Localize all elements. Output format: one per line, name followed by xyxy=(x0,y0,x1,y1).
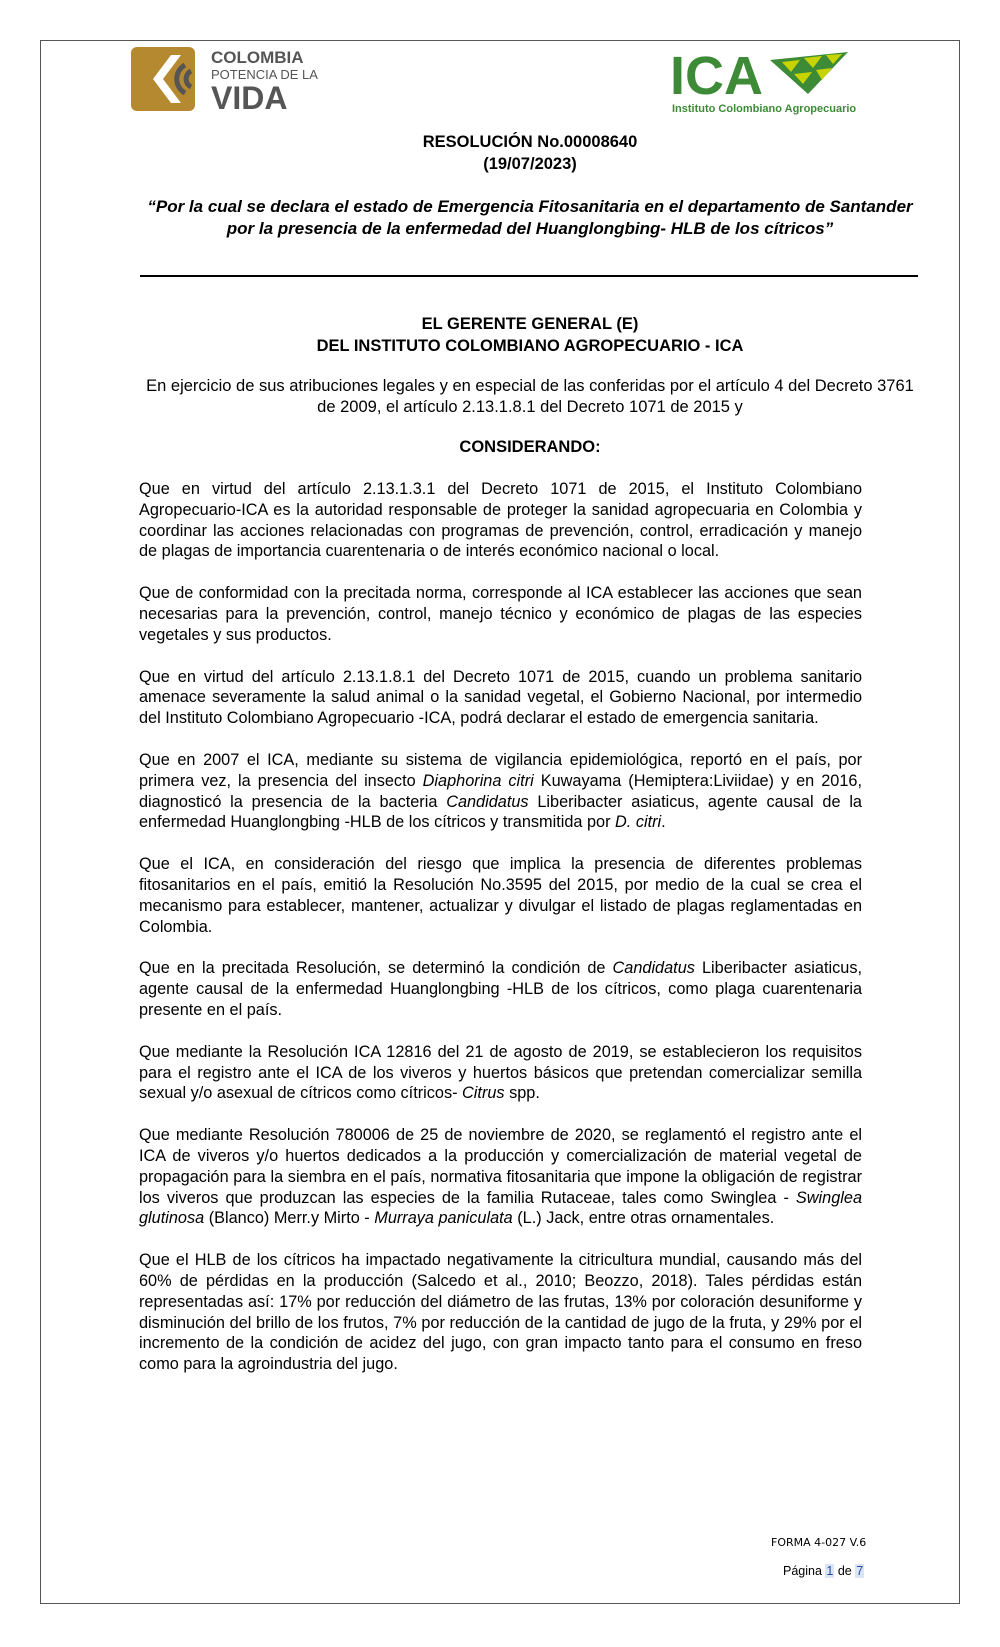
p4-species-candidatus: Candidatus xyxy=(446,792,529,811)
logo-colombia-line3: VIDA xyxy=(211,80,288,113)
logo-colombia-line1: COLOMBIA xyxy=(211,48,304,67)
p8-species-murraya: Murraya paniculata xyxy=(374,1209,513,1228)
p6-text-c: Liberibacter asiaticus, agente causal de la enfermedad Huanglongbing -HLB de los cítricos, como plaga cuarentenaria presente en el país. xyxy=(139,959,862,1019)
page-of: de xyxy=(837,1564,852,1578)
considerando-heading: CONSIDERANDO: xyxy=(459,438,601,456)
page-total: 7 xyxy=(856,1564,864,1578)
colombia-potencia-de-la-vida-logo xyxy=(131,45,321,113)
ica-logo-leaf-pattern xyxy=(770,52,848,94)
p7-genus-citrus: Citrus xyxy=(462,1084,505,1103)
p4-text-c: Kuwayama (Hemiptera:Liviidae) y en 2016, diagnosticó la presencia de la bacteria xyxy=(139,771,862,811)
legal-powers: En ejercicio de sus atribuciones legales y en especial de las conferidas por el artículo 4 del Decreto 3761 de 2009, el artículo 2.13.1.8.1 del Decreto 1071 de 2015 y xyxy=(146,377,914,416)
ica-logo-name: ICA xyxy=(670,46,763,106)
p4-species-diaphorina: Diaphorina citri xyxy=(422,771,534,790)
authority-line1: EL GERENTE GENERAL (E) xyxy=(421,315,639,333)
authority-line2: DEL INSTITUTO COLOMBIANO AGROPECUARIO - ICA xyxy=(316,337,744,355)
paragraph-8 xyxy=(139,1125,862,1229)
paragraph-4 xyxy=(139,750,862,833)
paragraph-7 xyxy=(139,1042,862,1104)
resolution-date: (19/07/2023) xyxy=(483,155,577,173)
page-indicator xyxy=(783,1564,864,1578)
p7-text-a: Que mediante la Resolución ICA 12816 del 21 de agosto de 2019, se establecieron los requisitos para el registro ante el ICA de los viveros y huertos básicos que pretendan comercializar semilla sexual y/o asexual de cítricos como cítricos- xyxy=(139,1042,862,1103)
paragraph-9: Que el HLB de los cítricos ha impactado negativamente la citricultura mundial, causando más del 60% de pérdidas en la producción (Salcedo et al., 2010; Beozzo, 2018). Tales pérdidas están representadas así: 17% por reducción del diámetro de las frutas, 13% por coloración desuniforme y disminución del brillo de los frutos, 7% por reducción de la cantidad de jugo de la fruta, y 29% por el incremento de la condición de acidez del jugo, con gran impacto tanto para el consumo en freso como para la agroindustria del jugo. xyxy=(139,1251,862,1374)
p6-species-candidatus: Candidatus xyxy=(612,959,695,978)
p4-text-g: . xyxy=(661,813,666,832)
ica-logo xyxy=(670,46,860,116)
form-code: FORMA 4-027 V.6 xyxy=(771,1536,867,1549)
paragraph-2: Que de conformidad con la precitada norma, corresponde al ICA establecer las acciones que sean necesarias para la prevención, control, manejo técnico y económico de plagas de las especies vegetales y sus productos. xyxy=(139,584,862,644)
paragraph-6 xyxy=(139,958,862,1020)
paragraph-1: Que en virtud del artículo 2.13.1.3.1 del Decreto 1071 de 2015, el Instituto Colombiano Agropecuario-ICA es la autoridad responsable de proteger la sanidad agropecuaria en Colombia y coordinar las acciones relacionadas con programas de prevención, control, erradicación y manejo de plagas de importancia cuarentenaria o de interés económico nacional o local. xyxy=(139,480,862,561)
page-label: Página xyxy=(783,1564,822,1578)
resolution-heading xyxy=(140,131,920,175)
p8-text-a: Que mediante Resolución 780006 de 25 de noviembre de 2020, se reglamentó el registro ante el ICA de viveros y/o huertos dedicados a la producción y comercialización de material vegetal de propagación para la siembra en el país, normativa fitosanitaria que impone la obligación de registrar los viveros que produzcan las especies de la familia Rutaceae, tales como Swinglea - xyxy=(139,1126,862,1207)
p8-species-swinglea: Swinglea glutinosa xyxy=(139,1188,862,1228)
header-divider xyxy=(140,275,918,277)
considerations-body xyxy=(139,479,862,1396)
ica-logo-subtitle: Instituto Colombiano Agropecuario xyxy=(672,103,857,115)
paragraph-5: Que el ICA, en consideración del riesgo que implica la presencia de diferentes problemas fitosanitarios en el país, emitió la Resolución No.3595 del 2015, por medio de la cual se crea el mecanismo para establecer, mantener, actualizar y divulgar el listado de plagas reglamentadas en Colombia. xyxy=(139,855,862,936)
p4-text-e: Liberibacter asiaticus, agente causal de la enfermedad Huanglongbing -HLB de los cítricos y transmitida por xyxy=(139,792,862,832)
p4-text-a: Que en 2007 el ICA, mediante su sistema de vigilancia epidemiológica, reportó en el país, por primera vez, la presencia del insecto xyxy=(139,750,862,790)
resolution-subject: “Por la cual se declara el estado de Emergencia Fitosanitaria en el departamento de Santander por la presencia de la enfermedad del Huanglongbing- HLB de los cítricos” xyxy=(147,197,913,238)
p8-text-c: (Blanco) Merr.y Mirto - xyxy=(204,1209,375,1228)
paragraph-3: Que en virtud del artículo 2.13.1.8.1 del Decreto 1071 de 2015, cuando un problema sanitario amenace severamente la salud animal o la sanidad vegetal, el Gobierno Nacional, por intermedio del Instituto Colombiano Agropecuario -ICA, podrá declarar el estado de emergencia sanitaria. xyxy=(139,667,862,728)
page-current: 1 xyxy=(826,1564,834,1578)
logo-colombia-line2: POTENCIA DE LA xyxy=(211,67,318,82)
p4-species-d-citri: D. citri xyxy=(615,813,662,832)
p8-text-e: (L.) Jack, entre otras ornamentales. xyxy=(512,1209,775,1228)
p7-text-c: spp. xyxy=(504,1084,540,1103)
issuing-authority xyxy=(140,313,920,357)
p6-text-a: Que en la precitada Resolución, se determinó la condición de xyxy=(139,959,613,978)
resolution-number: RESOLUCIÓN No.00008640 xyxy=(422,133,638,151)
